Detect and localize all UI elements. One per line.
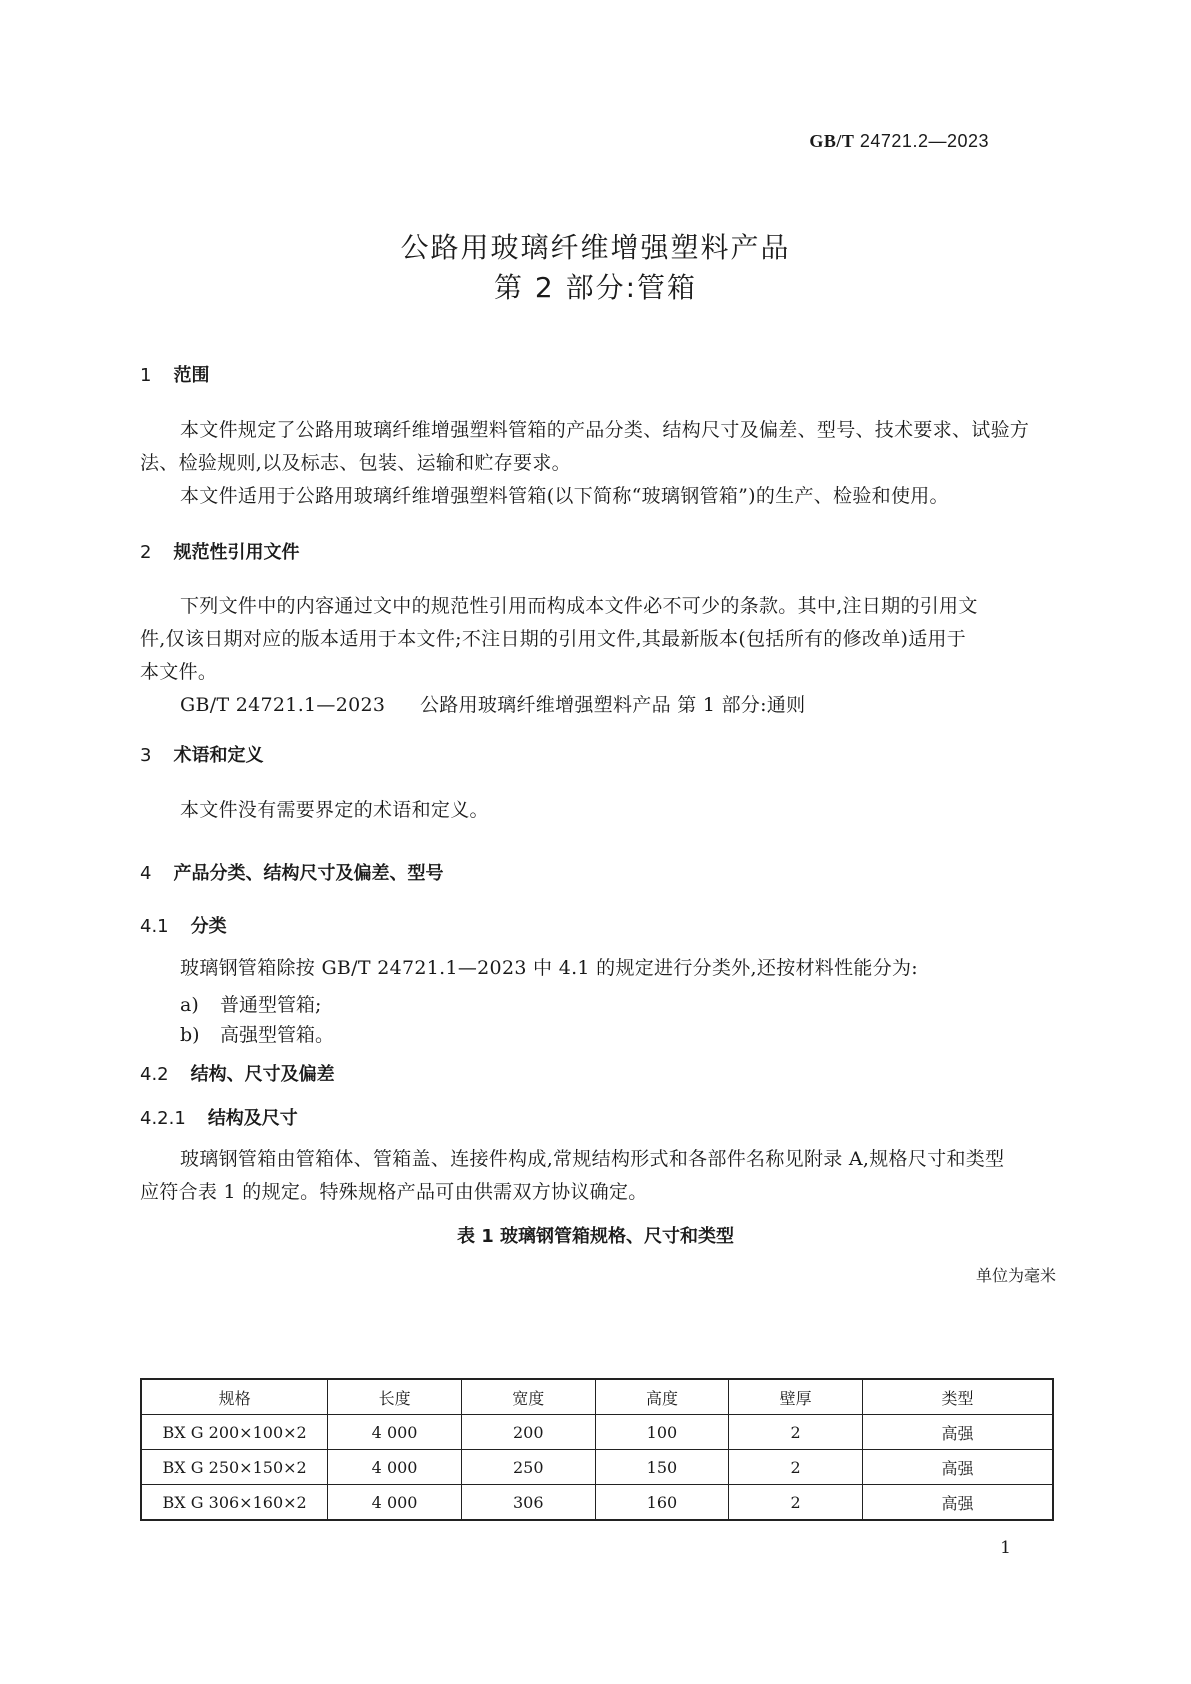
section-4-2-heading <box>140 1060 335 1086</box>
section-3-body <box>140 794 1055 827</box>
table-cell: 2 <box>729 1450 863 1485</box>
paragraph-line: 应符合表 1 的规定。特殊规格产品可由供需双方协议确定。 <box>140 1181 648 1203</box>
table-cell: 2 <box>729 1485 863 1521</box>
list-item-a <box>180 990 321 1017</box>
section-title: 范围 <box>173 365 210 386</box>
section-number: 4.2.1 <box>140 1108 186 1129</box>
table-cell: 4 000 <box>328 1415 462 1450</box>
section-number: 4.1 <box>140 916 169 937</box>
table-caption: 表 1 玻璃钢管箱规格、尺寸和类型 <box>456 1226 735 1247</box>
section-3-heading <box>140 741 263 767</box>
section-number: 3 <box>140 745 152 766</box>
list-text: 高强型管箱。 <box>220 1024 335 1046</box>
section-title: 规范性引用文件 <box>173 542 300 563</box>
paragraph-line: 玻璃钢管箱除按 GB/T 24721.1—2023 中 4.1 的规定进行分类外,还按材料性能分为: <box>180 957 918 979</box>
section-title: 术语和定义 <box>173 745 264 766</box>
reference-title: 公路用玻璃纤维增强塑料产品 第 1 部分:通则 <box>419 694 806 716</box>
table-row <box>141 1415 1053 1450</box>
page-number: 1 <box>1000 1538 1011 1558</box>
section-title: 分类 <box>190 916 227 937</box>
doc-title-line2: 第 2 部分:管箱 <box>493 271 698 304</box>
section-number: 4.2 <box>140 1064 169 1085</box>
table-cell: 200 <box>461 1415 595 1450</box>
list-marker: b) <box>180 1024 200 1046</box>
list-item-b <box>180 1020 334 1047</box>
section-title: 产品分类、结构尺寸及偏差、型号 <box>173 863 444 884</box>
section-1-body <box>140 414 1055 513</box>
section-2-body <box>140 590 1055 722</box>
table-cell: 306 <box>461 1485 595 1521</box>
table-header-row <box>141 1379 1053 1415</box>
column-header: 高度 <box>595 1379 729 1415</box>
table-cell: 高强 <box>862 1450 1053 1485</box>
table-cell: 高强 <box>862 1485 1053 1521</box>
table-unit: 单位为毫米 <box>975 1266 1056 1285</box>
paragraph-line: 本文件适用于公路用玻璃纤维增强塑料管箱(以下简称“玻璃钢管箱”)的生产、检验和使用。 <box>180 485 949 507</box>
section-number: 1 <box>140 365 152 386</box>
table-cell: 150 <box>595 1450 729 1485</box>
table-row <box>141 1450 1053 1485</box>
table-cell: 高强 <box>862 1415 1053 1450</box>
section-4-1-heading <box>140 912 227 938</box>
column-header: 类型 <box>862 1379 1053 1415</box>
list-text: 普通型管箱; <box>220 994 322 1016</box>
spec-table <box>140 1378 1054 1521</box>
table-cell: 250 <box>461 1450 595 1485</box>
section-title: 结构、尺寸及偏差 <box>190 1064 335 1085</box>
table-cell: 4 000 <box>328 1450 462 1485</box>
paragraph-line: 件,仅该日期对应的版本适用于本文件;不注日期的引用文件,其最新版本(包括所有的修改单)适用于 <box>140 628 967 650</box>
doc-title-line1: 公路用玻璃纤维增强塑料产品 <box>400 231 791 264</box>
table-cell: 160 <box>595 1485 729 1521</box>
column-header: 长度 <box>328 1379 462 1415</box>
paragraph-line: 本文件规定了公路用玻璃纤维增强塑料管箱的产品分类、结构尺寸及偏差、型号、技术要求、试验方 <box>180 419 1030 441</box>
paragraph-line: 本文件没有需要界定的术语和定义。 <box>180 799 489 821</box>
section-4-2-1-heading <box>140 1104 298 1130</box>
table-row <box>141 1485 1053 1521</box>
table-cell: BX G 250×150×2 <box>141 1450 328 1485</box>
normative-reference <box>140 689 1055 722</box>
table-cell: 100 <box>595 1415 729 1450</box>
paragraph-line: 下列文件中的内容通过文中的规范性引用而构成本文件必不可少的条款。其中,注日期的引用文 <box>180 595 978 617</box>
table-cell: BX G 306×160×2 <box>141 1485 328 1521</box>
section-4-heading <box>140 859 443 885</box>
section-4-1-body <box>140 952 1055 985</box>
paragraph-line: 法、检验规则,以及标志、包装、运输和贮存要求。 <box>140 452 571 474</box>
section-2-heading <box>140 538 299 564</box>
document-code-prefix: GB/T <box>809 131 855 151</box>
table-cell: BX G 200×100×2 <box>141 1415 328 1450</box>
column-header: 壁厚 <box>729 1379 863 1415</box>
column-header: 宽度 <box>461 1379 595 1415</box>
section-1-heading <box>140 361 209 387</box>
section-number: 4 <box>140 863 152 884</box>
table-cell: 2 <box>729 1415 863 1450</box>
document-code-number: 24721.2—2023 <box>859 131 989 151</box>
table-cell: 4 000 <box>328 1485 462 1521</box>
section-4-2-1-body <box>140 1143 1055 1209</box>
list-marker: a) <box>180 994 199 1016</box>
section-number: 2 <box>140 542 152 563</box>
column-header: 规格 <box>141 1379 328 1415</box>
section-title: 结构及尺寸 <box>207 1108 298 1129</box>
paragraph-line: 玻璃钢管箱由管箱体、管箱盖、连接件构成,常规结构形式和各部件名称见附录 A,规格尺寸和类型 <box>180 1148 1005 1170</box>
reference-code: GB/T 24721.1—2023 <box>180 694 386 716</box>
paragraph-line: 本文件。 <box>140 661 218 683</box>
document-code <box>809 131 989 152</box>
